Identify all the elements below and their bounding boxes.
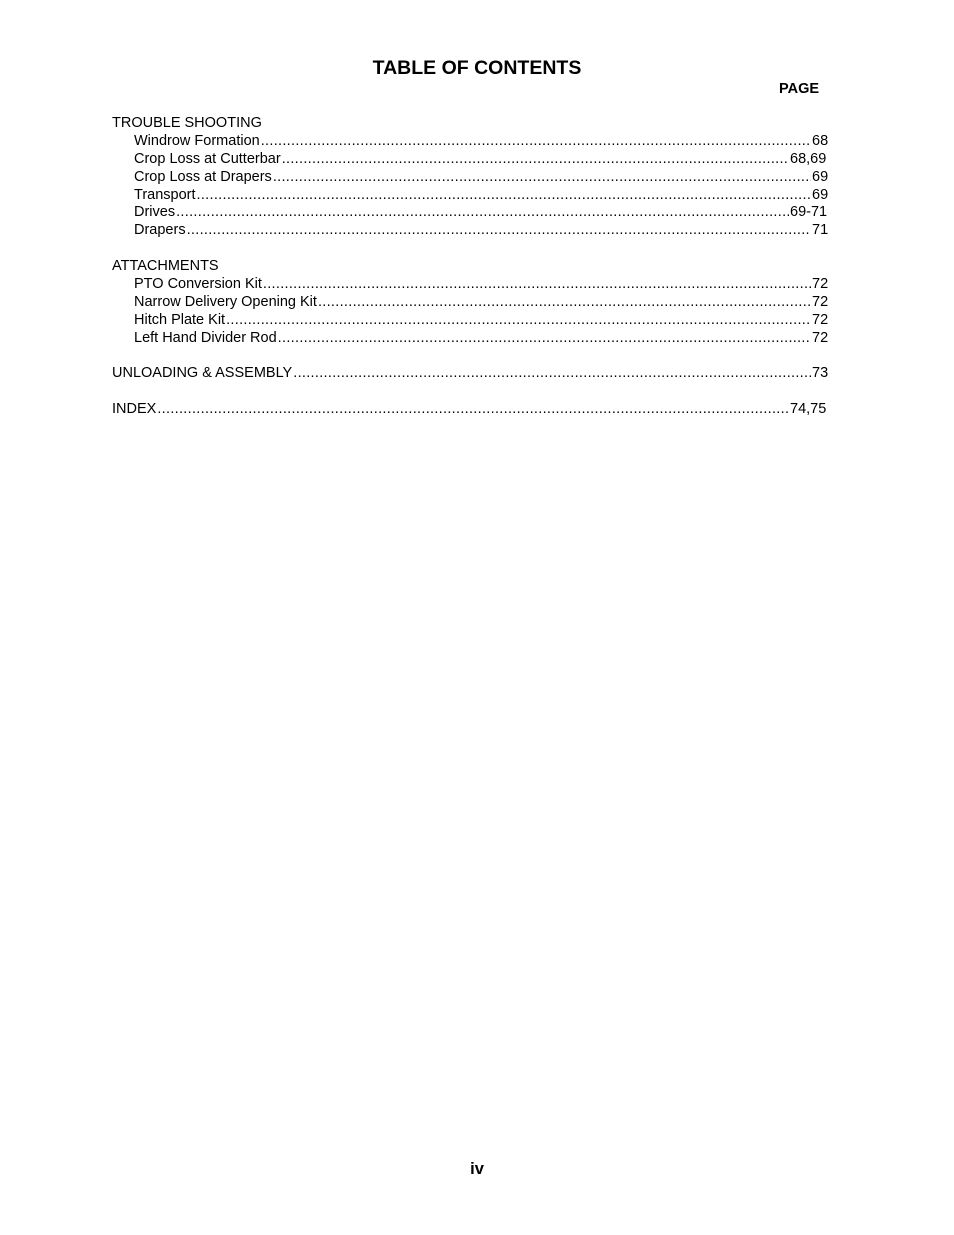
- toc-entry-label: PTO Conversion Kit: [134, 276, 262, 293]
- toc-entry-page: 72: [812, 329, 829, 346]
- page-column-header: PAGE: [779, 81, 820, 97]
- dot-leader: [197, 187, 811, 205]
- toc-entry-label: Transport: [134, 186, 196, 203]
- toc-entry-page: 68,69: [790, 150, 827, 167]
- dot-leader: [187, 222, 811, 240]
- toc-entry-page: 69: [812, 168, 829, 185]
- toc-entry-page: 68: [812, 132, 829, 149]
- dot-leader: [293, 365, 811, 383]
- table-of-contents: [112, 115, 832, 437]
- dot-leader: [318, 294, 811, 312]
- dot-leader: [176, 204, 789, 222]
- toc-section-attachments: [112, 258, 832, 347]
- toc-entry[interactable]: [112, 294, 832, 312]
- toc-entry-label: Narrow Delivery Opening Kit: [134, 293, 317, 310]
- toc-entry-page: 73: [812, 365, 829, 382]
- toc-entry-label: Crop Loss at Cutterbar: [134, 150, 281, 167]
- toc-entry[interactable]: [112, 276, 832, 294]
- toc-entry[interactable]: [112, 365, 832, 383]
- toc-entry-page: 72: [812, 293, 829, 310]
- toc-entry[interactable]: [112, 204, 832, 222]
- toc-entry[interactable]: [112, 312, 832, 330]
- toc-entry-page: 72: [812, 311, 829, 328]
- toc-entry-label: Hitch Plate Kit: [134, 311, 226, 328]
- dot-leader: [263, 276, 811, 294]
- dot-leader: [282, 151, 789, 169]
- toc-title: TABLE OF CONTENTS: [372, 57, 582, 79]
- toc-section-index: [112, 401, 832, 419]
- toc-entry-page: 74,75: [790, 401, 827, 418]
- toc-entry[interactable]: [112, 151, 832, 169]
- dot-leader: [273, 169, 811, 187]
- toc-entry[interactable]: [112, 169, 832, 187]
- toc-entry-label: Drapers: [134, 222, 186, 239]
- toc-entry-label: Left Hand Divider Rod: [134, 329, 277, 346]
- toc-entry-label: UNLOADING & ASSEMBLY: [112, 365, 293, 382]
- toc-entry-page: 71: [812, 222, 829, 239]
- toc-entry-page: 72: [812, 276, 829, 293]
- dot-leader: [261, 133, 811, 151]
- dot-leader: [157, 401, 789, 419]
- toc-entry[interactable]: [112, 401, 832, 419]
- page-number: iv: [470, 1160, 484, 1178]
- toc-entry[interactable]: [112, 187, 832, 205]
- toc-entry[interactable]: [112, 133, 832, 151]
- toc-section-trouble-shooting: [112, 115, 832, 240]
- toc-entry-page: 69: [812, 186, 829, 203]
- toc-entry[interactable]: [112, 222, 832, 240]
- toc-section-heading: ATTACHMENTS: [112, 258, 219, 275]
- toc-entry-label: Drives: [134, 204, 176, 221]
- toc-section-heading: TROUBLE SHOOTING: [112, 115, 262, 131]
- toc-entry[interactable]: [112, 330, 832, 348]
- toc-entry-label: Crop Loss at Drapers: [134, 168, 272, 185]
- toc-section-unloading-assembly: [112, 365, 832, 383]
- dot-leader: [278, 330, 811, 348]
- toc-entry-label: Windrow Formation: [134, 132, 260, 149]
- toc-entry-page: 69-71: [790, 204, 828, 221]
- dot-leader: [226, 312, 811, 330]
- toc-entry-label: INDEX: [112, 401, 157, 418]
